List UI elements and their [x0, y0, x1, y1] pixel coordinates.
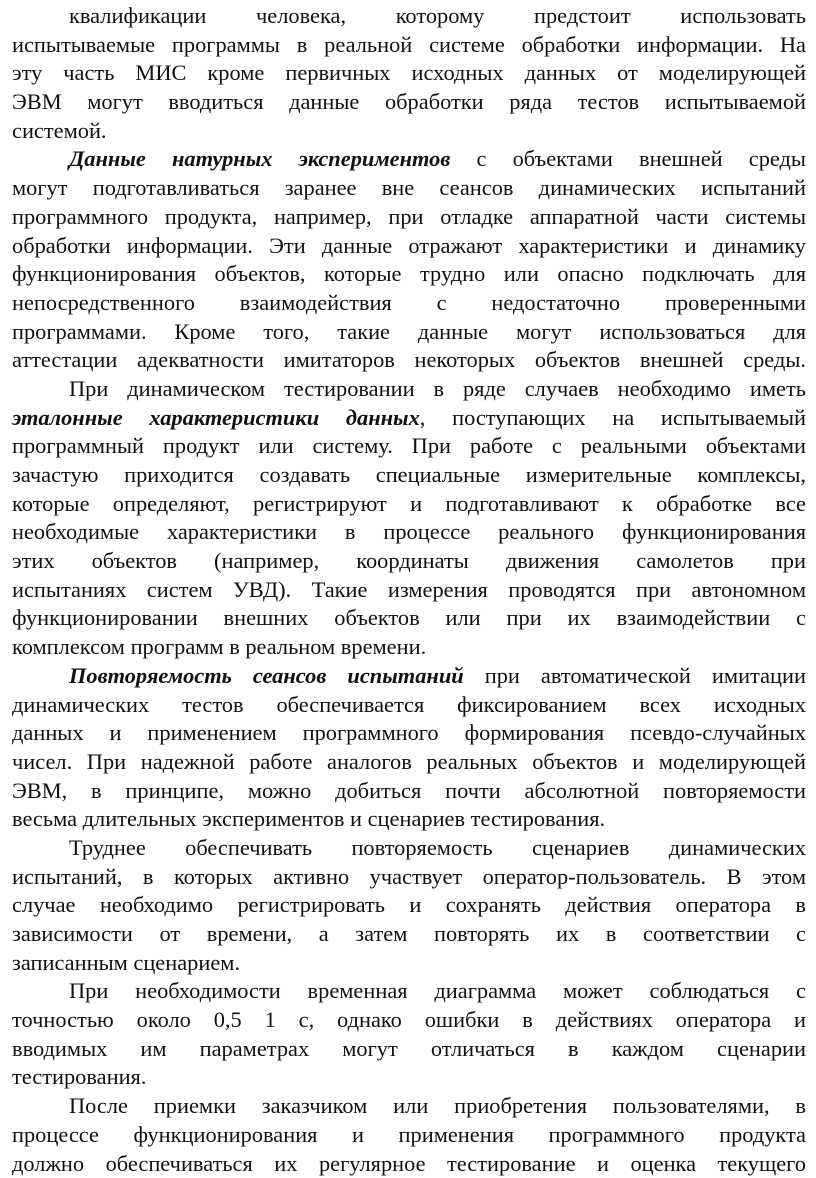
text-segment: , поступающих на испытываемый [419, 404, 806, 430]
text-segment: функционировании внешних объектов или при их взаимодействии с [12, 605, 806, 631]
text-segment: комплексом программ в реальном времени. [12, 634, 427, 660]
text-segment: При необходимости временная диаграмма может соблюдаться с [69, 978, 806, 1004]
text-line [12, 174, 806, 203]
text-line [12, 260, 806, 289]
text-segment: Труднее обеспечивать повторяемость сценариев динамических [69, 834, 806, 860]
text-line [12, 232, 806, 261]
text-line [12, 2, 806, 31]
text-segment: случае необходимо регистрировать и сохранять действия оператора в [12, 892, 806, 918]
text-segment: записанным сценарием. [12, 949, 241, 975]
text-segment: необходимые характеристики в процессе реального функционирования [12, 519, 806, 545]
text-segment: программами. Кроме того, такие данные могут использоваться для [12, 318, 806, 344]
emphasized-term: Данные натурных экспериментов [69, 146, 451, 172]
text-segment: эту часть МИС кроме первичных исходных данных от моделирующей [12, 60, 806, 86]
text-line [12, 318, 806, 347]
text-line [12, 576, 806, 605]
text-segment: вводимых им параметрах могут отличаться в каждом сценарии [12, 1035, 806, 1061]
text-segment: весьма длительных экспериментов и сценариев тестирования. [12, 806, 606, 832]
text-segment: при автоматической имитации [463, 662, 806, 688]
text-line [12, 834, 806, 863]
text-segment: процессе функционирования и применения программного продукта [12, 1121, 806, 1147]
document-page [12, 2, 806, 1178]
text-line [12, 547, 806, 576]
text-line [12, 949, 806, 978]
text-segment: программный продукт или систему. При работе с реальными объектами [12, 433, 806, 459]
text-line [12, 461, 806, 490]
text-segment: При динамическом тестировании в ряде случаев необходимо иметь [69, 375, 806, 401]
text-line [12, 777, 806, 806]
text-line [12, 432, 806, 461]
text-segment: После приемки заказчиком или приобретения пользователями, в [69, 1093, 806, 1119]
text-segment: чисел. При надежной работе аналогов реальных объектов и моделирующей [12, 748, 806, 774]
text-segment: должно обеспечиваться их регулярное тестирование и оценка текущего [12, 1150, 806, 1176]
text-line [12, 805, 806, 834]
text-line [12, 977, 806, 1006]
text-segment: испытаниях систем УВД). Такие измерения проводятся при автономном [12, 576, 806, 602]
text-line [12, 88, 806, 117]
text-segment: зачастую приходится создавать специальные измерительные комплексы, [12, 462, 806, 487]
text-segment: испытаний, в которых активно участвует оператор-пользователь. В этом [12, 863, 806, 889]
text-line [12, 1006, 806, 1035]
text-segment: аттестации адекватности имитаторов некоторых объектов внешней среды. [12, 347, 806, 373]
text-segment: зависимости от времени, а затем повторять их в соответствии с [12, 921, 806, 946]
text-line [12, 691, 806, 720]
text-segment: могут подготавливаться заранее вне сеансов динамических испытаний [12, 175, 806, 201]
text-segment: динамических тестов обеспечивается фиксированием всех исходных [12, 691, 806, 717]
text-line [12, 748, 806, 777]
text-line [12, 59, 806, 88]
text-segment: тестирования. [12, 1064, 147, 1090]
text-segment: программного продукта, например, при отладке аппаратной части системы [12, 203, 806, 229]
text-line [12, 375, 806, 404]
text-line [12, 633, 806, 662]
text-segment: этих объектов (например, координаты движения самолетов при [12, 548, 806, 574]
text-line [12, 346, 806, 375]
text-line [12, 117, 806, 146]
text-segment: функционирования объектов, которые трудно или опасно подключать для [12, 261, 806, 287]
text-segment: квалификации человека, которому предстоит использовать [69, 3, 806, 28]
text-line [12, 1150, 806, 1178]
text-line [12, 518, 806, 547]
text-line [12, 662, 806, 691]
emphasized-term: Повторяемость сеансов испытаний [69, 662, 464, 688]
text-line [12, 145, 806, 174]
emphasized-term: эталонные характеристики данных [12, 404, 420, 430]
text-segment: обработки информации. Эти данные отражают характеристики и динамику [12, 232, 806, 258]
text-line [12, 1063, 806, 1092]
text-line [12, 1121, 806, 1150]
text-line [12, 203, 806, 232]
text-segment: ЭВМ могут вводиться данные обработки ряда тестов испытываемой [12, 89, 806, 115]
text-line [12, 1035, 806, 1064]
text-line [12, 289, 806, 318]
text-segment: которые определяют, регистрируют и подготавливают к обработке все [12, 490, 806, 516]
text-segment: точностью около 0,5 1 с, однако ошибки в действиях оператора и [12, 1007, 806, 1033]
text-segment: непосредственного взаимодействия с недостаточно проверенными [12, 289, 806, 315]
text-line [12, 719, 806, 748]
text-line [12, 1092, 806, 1121]
text-line [12, 31, 806, 60]
text-line [12, 891, 806, 920]
text-line [12, 404, 806, 433]
text-segment: с объектами внешней среды [450, 146, 806, 172]
text-segment: системой. [12, 117, 107, 143]
text-line [12, 920, 806, 949]
text-line [12, 604, 806, 633]
text-segment: данных и применением программного формирования псевдо-случайных [12, 720, 806, 746]
text-line [12, 490, 806, 519]
text-segment: испытываемые программы в реальной системе обработки информации. На [12, 31, 806, 57]
text-segment: ЭВМ, в принципе, можно добиться почти абсолютной повторяемости [12, 777, 806, 803]
text-line [12, 863, 806, 892]
